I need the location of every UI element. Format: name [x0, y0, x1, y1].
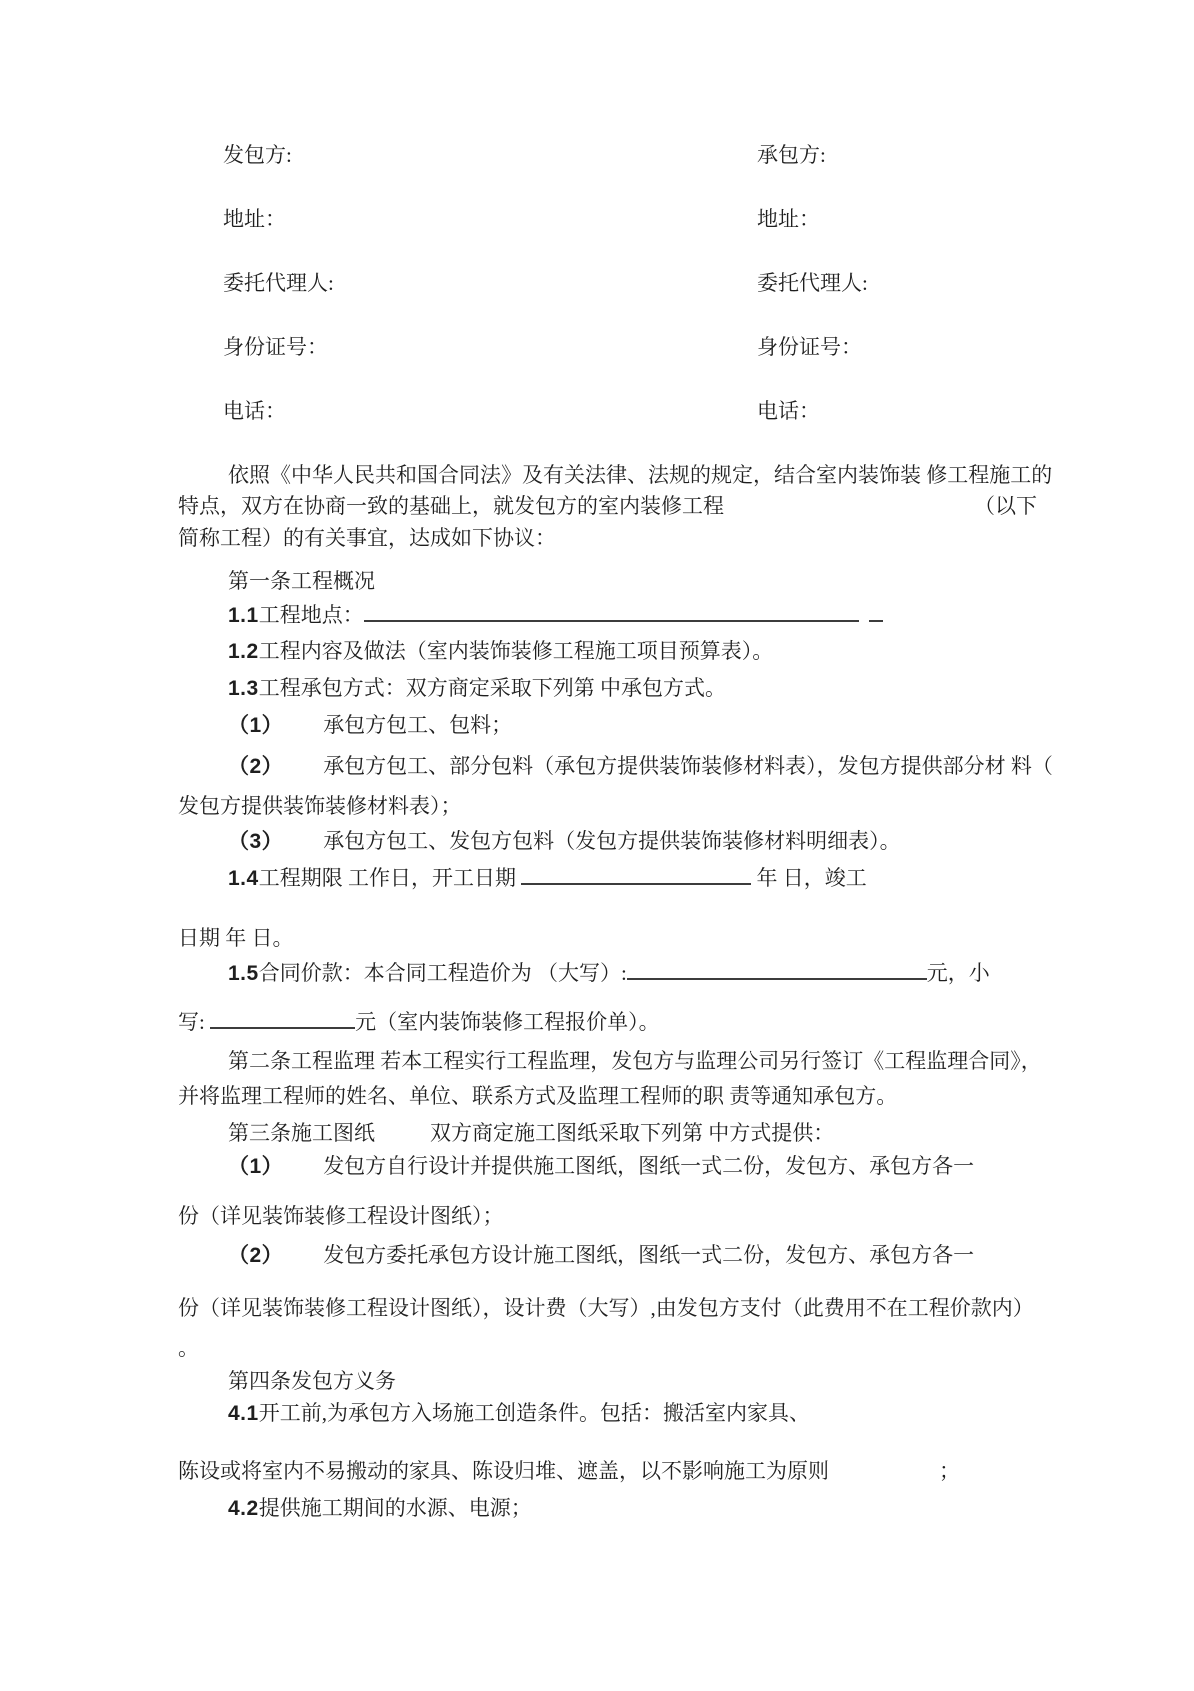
document-line [178, 673, 1194, 703]
document-line [178, 710, 1194, 740]
party-row [178, 268, 1194, 298]
text-run: 写: [178, 1010, 211, 1034]
blank-space [283, 772, 323, 773]
party-row [178, 396, 1194, 426]
party-row [178, 140, 1194, 170]
document-body [178, 460, 1194, 1523]
clause-number: 1.1 [228, 604, 259, 627]
text-run: 工程地点： [258, 603, 364, 627]
clause-number: 1.2 [228, 640, 259, 663]
text-run: 元，小 [926, 961, 990, 985]
text-run: 双方商定施工图纸采取下列第 中方式提供： [430, 1121, 835, 1145]
clause-number: 4.1 [228, 1402, 259, 1425]
fill-in-blank [210, 1005, 355, 1029]
text-run: 第二条工程监理 若本工程实行工程监理，发包方与监理公司另行签订《工程监理合同》， [228, 1049, 1042, 1073]
fill-in-blank [627, 956, 927, 980]
party-label-left: 委托代理人: [223, 271, 334, 295]
document-line [178, 523, 1194, 553]
party-label-left: 电话： [223, 399, 286, 423]
text-run: 开工前,为承包方入场施工创造条件。包括：搬活室内家具、 [258, 1401, 810, 1425]
clause-number: 4.2 [228, 1497, 259, 1520]
blank-space [375, 1139, 430, 1140]
document-line [178, 1456, 1194, 1486]
party-label-right: 电话： [757, 399, 820, 423]
document-line [178, 1293, 1194, 1323]
text-run: 第三条施工图纸 [228, 1121, 375, 1145]
clause-number: 1.3 [228, 677, 259, 700]
text-run: 工程期限 工作日，开工日期 [258, 866, 522, 890]
document-line [178, 1201, 1194, 1231]
blank-space [829, 1477, 939, 1478]
clause-number: 1.4 [228, 867, 259, 890]
party-label-left: 身份证号： [223, 335, 328, 359]
text-run: 年 日，竣工 [751, 866, 867, 890]
document-line [178, 1151, 1194, 1181]
blank-space [283, 1172, 323, 1173]
document-line [178, 1005, 1194, 1035]
text-run: 承包方包工、包料； [323, 713, 513, 737]
document-line [178, 791, 1194, 821]
text-run: 工程内容及做法（室内装饰装修工程施工项目预算表）。 [258, 639, 774, 663]
party-label-right: 委托代理人: [757, 271, 868, 295]
clause-number: （2） [228, 1244, 284, 1267]
text-run: 份（详见装饰装修工程设计图纸），设计费（大写）,由发包方支付（此费用不在工程价款内） [178, 1296, 1034, 1320]
clause-number: （2） [228, 755, 284, 778]
text-run: 第一条工程概况 [228, 569, 375, 593]
clause-number: （3） [228, 830, 284, 853]
party-section [178, 140, 1194, 426]
text-run: 发包方委托承包方设计施工图纸，图纸一式二份，发包方、承包方各一 [323, 1243, 975, 1267]
text-run: 工程承包方式：双方商定采取下列第 中承包方式。 [258, 676, 726, 700]
document-line [178, 826, 1194, 856]
text-run: 合同价款：本合同工程造价为 （大写）: [258, 961, 627, 985]
text-run: 发包方自行设计并提供施工图纸，图纸一式二份，发包方、承包方各一 [323, 1154, 975, 1178]
text-run: 承包方包工、部分包料（承包方提供装饰装修材料表），发包方提供部分材 料（ [323, 754, 1053, 778]
document-line [178, 923, 1194, 953]
text-run: （以下 [974, 494, 1037, 518]
document-line [178, 861, 1194, 891]
blank-space [859, 621, 869, 622]
document-line [178, 566, 1194, 596]
document-line [178, 956, 1194, 986]
document-line [178, 1333, 1194, 1363]
text-run: 份（详见装饰装修工程设计图纸）； [178, 1204, 504, 1228]
document-line [178, 1398, 1194, 1428]
blank-space [283, 731, 323, 732]
clause-number: 1.5 [228, 962, 259, 985]
party-row [178, 332, 1194, 362]
fill-in-blank [364, 598, 859, 622]
text-run: 依照《中华人民共和国合同法》及有关法律、法规的规定，结合室内装饰装 修工程施工的 [228, 463, 1053, 487]
document-line [178, 1240, 1194, 1270]
document-line [178, 1366, 1194, 1396]
clause-number: （1） [228, 1155, 284, 1178]
party-label-right: 身份证号： [757, 335, 862, 359]
blank-space [283, 1261, 323, 1262]
text-run: ； [939, 1459, 960, 1483]
blank-space [724, 512, 974, 513]
text-run: 第四条发包方义务 [228, 1369, 396, 1393]
document-line [178, 636, 1194, 666]
fill-in-blank [869, 598, 883, 622]
document-line [178, 1046, 1194, 1076]
document-line [178, 1118, 1194, 1148]
text-run: 提供施工期间的水源、电源； [258, 1496, 532, 1520]
clause-number: （1） [228, 714, 284, 737]
blank-space [283, 847, 323, 848]
text-run: 。 [178, 1336, 199, 1360]
text-run: 并将监理工程师的姓名、单位、联系方式及监理工程师的职 责等通知承包方。 [178, 1084, 898, 1108]
party-label-left: 地址： [223, 207, 286, 231]
party-label-right: 地址： [757, 207, 820, 231]
document-line [178, 1493, 1194, 1523]
text-run: 简称工程）的有关事宜，达成如下协议： [178, 526, 556, 550]
document-line [178, 751, 1194, 781]
text-run: 发包方提供装饰装修材料表）； [178, 794, 462, 818]
text-run: 元（室内装饰装修工程报价单）。 [355, 1010, 660, 1034]
document-line [178, 1081, 1194, 1111]
document-line [178, 460, 1194, 490]
text-run: 陈设或将室内不易搬动的家具、陈设归堆、遮盖，以不影响施工为原则 [178, 1459, 829, 1483]
document-line [178, 598, 1194, 628]
fill-in-blank [521, 861, 751, 885]
text-run: 日期 年 日。 [178, 926, 294, 950]
party-label-left: 发包方: [223, 143, 292, 167]
party-label-right: 承包方: [757, 143, 826, 167]
party-row [178, 204, 1194, 234]
text-run: 特点，双方在协商一致的基础上，就发包方的室内装修工程 [178, 494, 724, 518]
text-run: 承包方包工、发包方包料（发包方提供装饰装修材料明细表）。 [323, 829, 901, 853]
document-line [178, 491, 1194, 521]
